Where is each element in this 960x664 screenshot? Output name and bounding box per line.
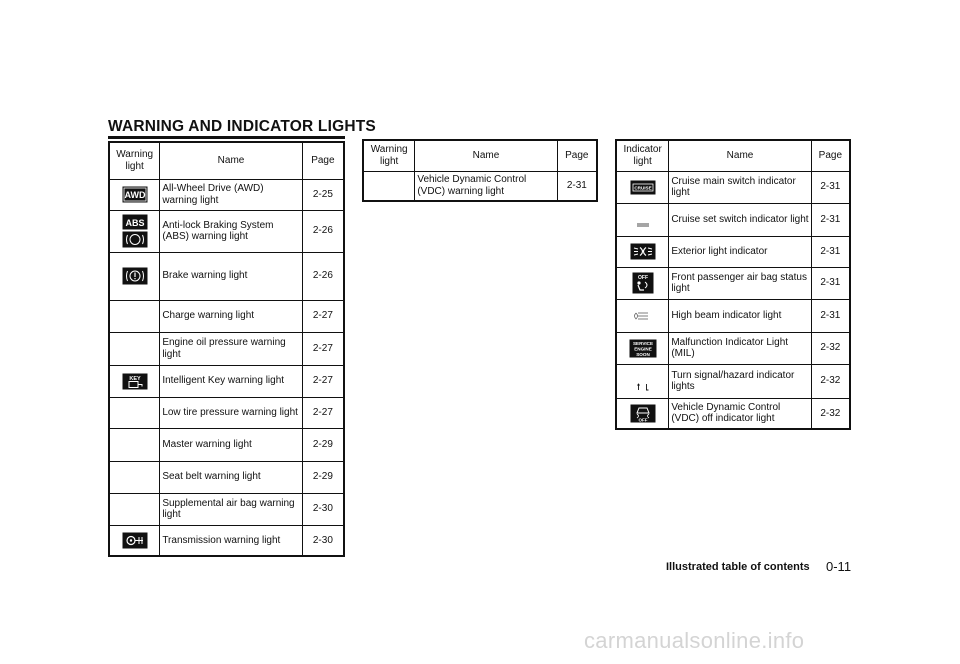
row-page: 2-31	[557, 171, 597, 201]
table-row	[616, 203, 850, 236]
row-name: Vehicle Dynamic Control (VDC) off indicator light	[669, 398, 811, 429]
row-name: Low tire pressure warning light	[160, 397, 302, 428]
brake-warning-icon	[122, 267, 148, 285]
abs-icon-text: ABS	[125, 218, 145, 228]
table-row	[109, 428, 344, 461]
table-row	[109, 365, 344, 397]
row-page: 2-29	[302, 461, 344, 493]
row-name: Charge warning light	[160, 300, 302, 332]
service-engine-icon	[629, 339, 657, 358]
vdc-warning-table	[362, 139, 598, 202]
table-row	[109, 210, 344, 252]
passenger-airbag-icon	[632, 272, 654, 294]
heading-rule	[108, 136, 345, 139]
column-header-page: Page	[811, 140, 850, 171]
row-page: 2-32	[811, 398, 850, 429]
row-name: Seat belt warning light	[160, 461, 302, 493]
table-header-row	[363, 140, 597, 171]
row-page: 2-27	[302, 397, 344, 428]
table-row	[109, 332, 344, 365]
footer-page-number: 0-11	[826, 559, 852, 574]
table-row	[109, 493, 344, 525]
page-heading: WARNING AND INDICATOR LIGHTS	[108, 118, 376, 135]
watermark: carmanualsonline.info	[584, 628, 805, 653]
exterior-light-icon	[630, 243, 656, 260]
cruise-main-icon	[630, 180, 656, 195]
row-page: 2-31	[811, 299, 850, 332]
table-header-row	[109, 142, 344, 179]
row-name: High beam indicator light	[669, 299, 811, 332]
row-name: Malfunction Indicator Light (MIL)	[669, 332, 811, 364]
row-name: Intelligent Key warning light	[160, 365, 302, 397]
table-row	[616, 398, 850, 429]
footer-section-label: Illustrated table of contents	[666, 561, 810, 573]
turn-signal-icon	[630, 371, 656, 391]
row-name: Front passenger air bag status light	[669, 267, 811, 299]
column-header-name: Name	[415, 140, 557, 171]
column-header-name: Name	[669, 140, 811, 171]
vdc-off-text: OFF	[638, 417, 648, 423]
row-page: 2-26	[302, 210, 344, 252]
table-row	[616, 332, 850, 364]
row-page: 2-32	[811, 364, 850, 398]
column-header-name: Name	[160, 142, 302, 179]
row-page: 2-31	[811, 171, 850, 203]
row-page: 2-31	[811, 203, 850, 236]
row-page: 2-25	[302, 179, 344, 210]
row-page: 2-31	[811, 267, 850, 299]
vdc-off-icon	[630, 404, 656, 423]
awd-icon-text: AWD	[124, 190, 146, 200]
table-row	[109, 252, 344, 300]
table-row	[109, 300, 344, 332]
key-icon-text: KEY	[129, 375, 141, 382]
row-name: Exterior light indicator	[669, 236, 811, 267]
warning-lights-table	[108, 141, 345, 557]
cruise-set-icon	[630, 213, 656, 227]
row-name: Anti-lock Braking System (ABS) warning light	[160, 210, 302, 252]
awd-warning-icon	[122, 186, 148, 203]
table-row	[363, 171, 597, 201]
table-row	[109, 525, 344, 556]
column-header-light: Indicator light	[616, 140, 669, 171]
table-row	[616, 236, 850, 267]
row-name: Transmission warning light	[160, 525, 302, 556]
column-header-page: Page	[557, 140, 597, 171]
cruise-icon-text: CRUISE	[633, 185, 652, 191]
column-header-light: Warning light	[363, 140, 415, 171]
row-name: Turn signal/hazard indicator lights	[669, 364, 811, 398]
intelligent-key-icon	[122, 373, 148, 390]
abs-warning-icon	[122, 214, 148, 248]
row-name: Brake warning light	[160, 252, 302, 300]
row-page: 2-30	[302, 493, 344, 525]
engine-text: ENGINE	[633, 346, 652, 352]
row-page: 2-27	[302, 365, 344, 397]
table-row	[616, 267, 850, 299]
table-row	[109, 461, 344, 493]
table-header-row	[616, 140, 850, 171]
row-page: 2-27	[302, 332, 344, 365]
row-page: 2-31	[811, 236, 850, 267]
row-name: Engine oil pressure warning light	[160, 332, 302, 365]
table-row	[616, 364, 850, 398]
row-name: All-Wheel Drive (AWD) warning light	[160, 179, 302, 210]
row-page: 2-32	[811, 332, 850, 364]
table-row	[616, 171, 850, 203]
column-header-page: Page	[302, 142, 344, 179]
high-beam-icon	[630, 309, 656, 323]
column-header-light: Warning light	[109, 142, 160, 179]
row-name: Master warning light	[160, 428, 302, 461]
table-row	[109, 179, 344, 210]
transmission-warning-icon	[122, 532, 148, 549]
row-page: 2-29	[302, 428, 344, 461]
soon-text: SOON	[635, 351, 650, 357]
row-name: Supplemental air bag warning light	[160, 493, 302, 525]
indicator-lights-table	[615, 139, 851, 430]
service-text: SERVICE	[632, 340, 653, 346]
table-row	[109, 397, 344, 428]
table-row	[616, 299, 850, 332]
row-name: Vehicle Dynamic Control (VDC) warning light	[415, 171, 557, 201]
row-page: 2-26	[302, 252, 344, 300]
row-name: Cruise set switch indicator light	[669, 203, 811, 236]
row-page: 2-30	[302, 525, 344, 556]
row-name: Cruise main switch indicator light	[669, 171, 811, 203]
airbag-off-text: OFF	[637, 275, 648, 281]
row-page: 2-27	[302, 300, 344, 332]
